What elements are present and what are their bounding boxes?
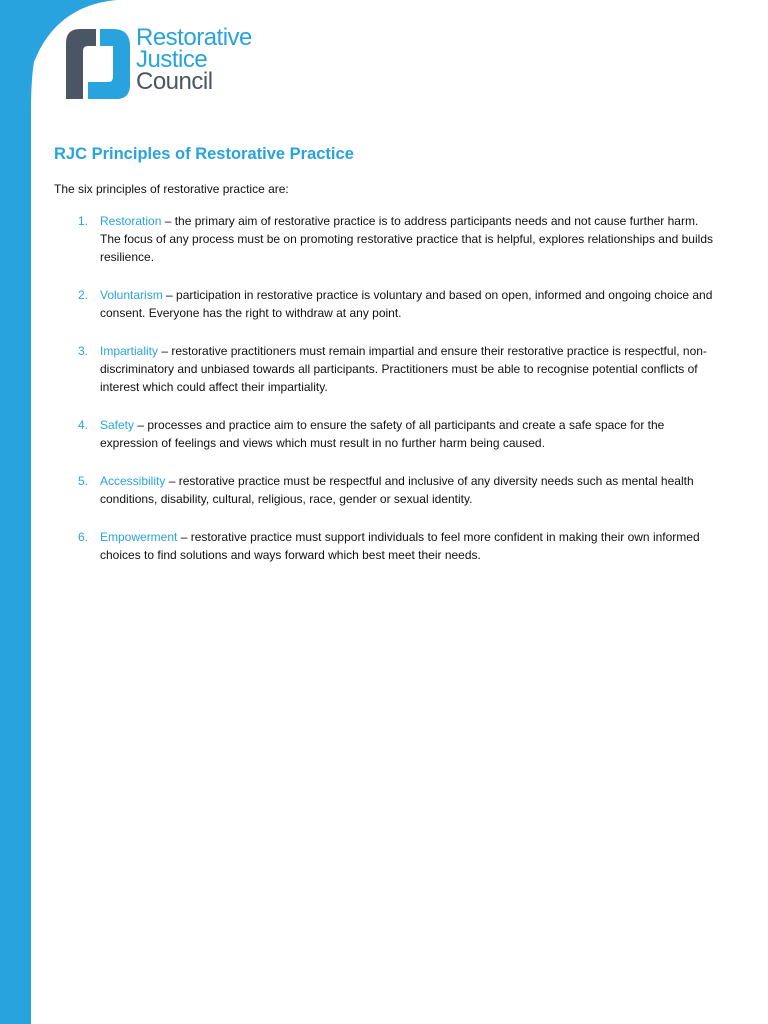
principle-term: Impartiality [100, 344, 159, 358]
logo-line-2: Justice [136, 46, 208, 73]
rjc-logo-icon [66, 29, 130, 99]
principle-term: Restoration [100, 214, 162, 228]
organization-logo-wordmark [136, 24, 252, 95]
principle-description: – participation in restorative practice is voluntary and based on open, informed and ongoing choice and consent. Everyone has the right to withdraw at any point. [100, 288, 713, 320]
principle-term: Accessibility [100, 474, 166, 488]
principle-term: Empowerment [100, 530, 178, 544]
intro-text: The six principles of restorative practice are: [54, 182, 289, 196]
principle-term: Voluntarism [100, 288, 163, 302]
principle-item-empowerment [54, 528, 714, 564]
principle-number: 4. [78, 418, 89, 432]
document-title: RJC Principles of Restorative Practice [54, 145, 354, 163]
principle-description: – restorative practitioners must remain impartial and ensure their restorative practice is respectful, non-discriminatory and unbiased towards all participants. Practitioners must be able to recognise potential conflicts of interest which could affect their impartiality. [100, 344, 707, 394]
principle-item-safety [54, 416, 714, 452]
principle-number: 6. [78, 530, 89, 544]
logo-line-3: Council [136, 68, 213, 95]
principle-number: 2. [78, 288, 89, 302]
principle-number: 5. [78, 474, 89, 488]
principle-number: 3. [78, 344, 89, 358]
logo-line-1: Restorative [136, 24, 252, 51]
principle-description: – processes and practice aim to ensure the safety of all participants and create a safe space for the expression of feelings and views which must result in no further harm being caused. [100, 418, 665, 450]
principle-item-impartiality [54, 342, 714, 396]
principles-list [54, 212, 714, 584]
principle-description: – the primary aim of restorative practice is to address participants needs and not cause further harm. The focus of any process must be on promoting restorative practice that is helpful, explores relationships and builds resilience. [100, 214, 713, 264]
principle-term: Safety [100, 418, 135, 432]
principle-number: 1. [78, 214, 89, 228]
principle-item-voluntarism [54, 286, 714, 322]
principle-description: – restorative practice must be respectful and inclusive of any diversity needs such as mental health conditions, disability, cultural, religious, race, gender or sexual identity. [100, 474, 694, 506]
principle-item-restoration [54, 212, 714, 266]
principle-description: – restorative practice must support individuals to feel more confident in making their own informed choices to find solutions and ways forward which best meet their needs. [100, 530, 700, 562]
principle-item-accessibility [54, 472, 714, 508]
